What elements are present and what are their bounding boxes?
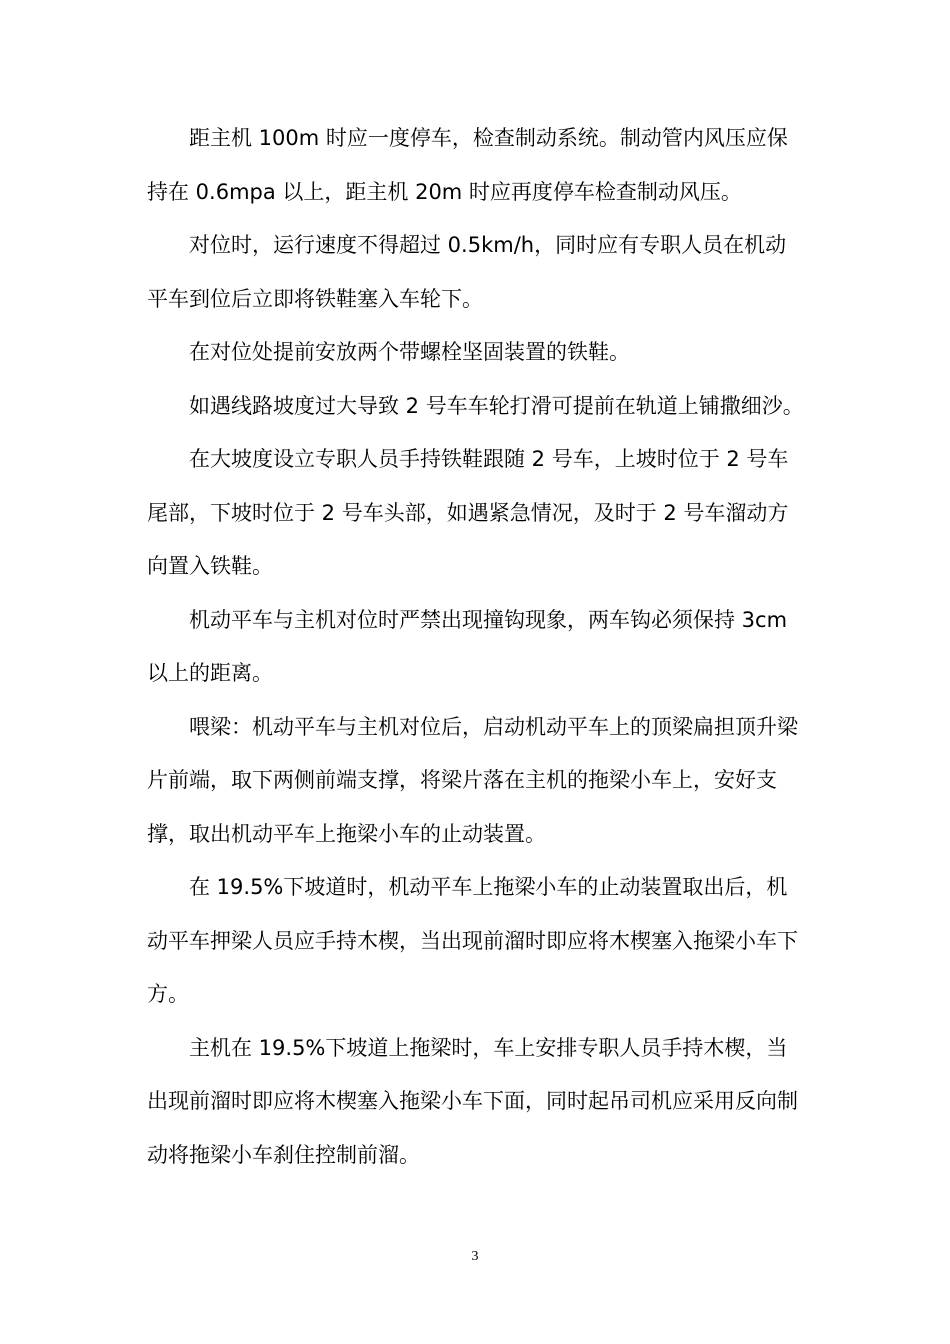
paragraph: 对位时，运行速度不得超过 0.5km/h，同时应有专职人员在机动平车到位后立即将铁鞋塞入车轮下。 (147, 233, 787, 311)
page-number: 3 (471, 1249, 479, 1264)
paragraph: 主机在 19.5%下坡道上拖梁时，车上安排专职人员手持木楔，当出现前溜时即应将木楔塞入拖梁小车下面，同时起吊司机应采用反向制动将拖梁小车刹住控制前溜。 (147, 1035, 798, 1167)
paragraph: 在 19.5%下坡道时，机动平车上拖梁小车的止动装置取出后，机动平车押梁人员应手持木楔，当出现前溜时即应将木楔塞入拖梁小车下方。 (147, 875, 798, 1006)
paragraph: 在对位处提前安放两个带螺栓坚固装置的铁鞋。 (189, 340, 630, 364)
document-body (147, 112, 807, 1182)
paragraph: 喂梁：机动平车与主机对位后，启动机动平车上的顶梁扁担顶升梁片前端，取下两侧前端支撑，将梁片落在主机的拖梁小车上，安好支撑，取出机动平车上拖梁小车的止动装置。 (147, 714, 798, 846)
paragraph: 机动平车与主机对位时严禁出现撞钩现象，两车钩必须保持 3cm 以上的距离。 (147, 607, 788, 685)
paragraph: 距主机 100m 时应一度停车，检查制动系统。制动管内风压应保持在 0.6mpa 以上，距主机 20m 时应再度停车检查制动风压。 (147, 126, 788, 204)
paragraph: 在大坡度设立专职人员手持铁鞋跟随 2 号车，上坡时位于 2 号车尾部，下坡时位于 2 号车头部，如遇紧急情况，及时于 2 号车溜动方向置入铁鞋。 (147, 447, 789, 578)
paragraph: 如遇线路坡度过大导致 2 号车车轮打滑可提前在轨道上铺撒细沙。 (189, 393, 804, 418)
